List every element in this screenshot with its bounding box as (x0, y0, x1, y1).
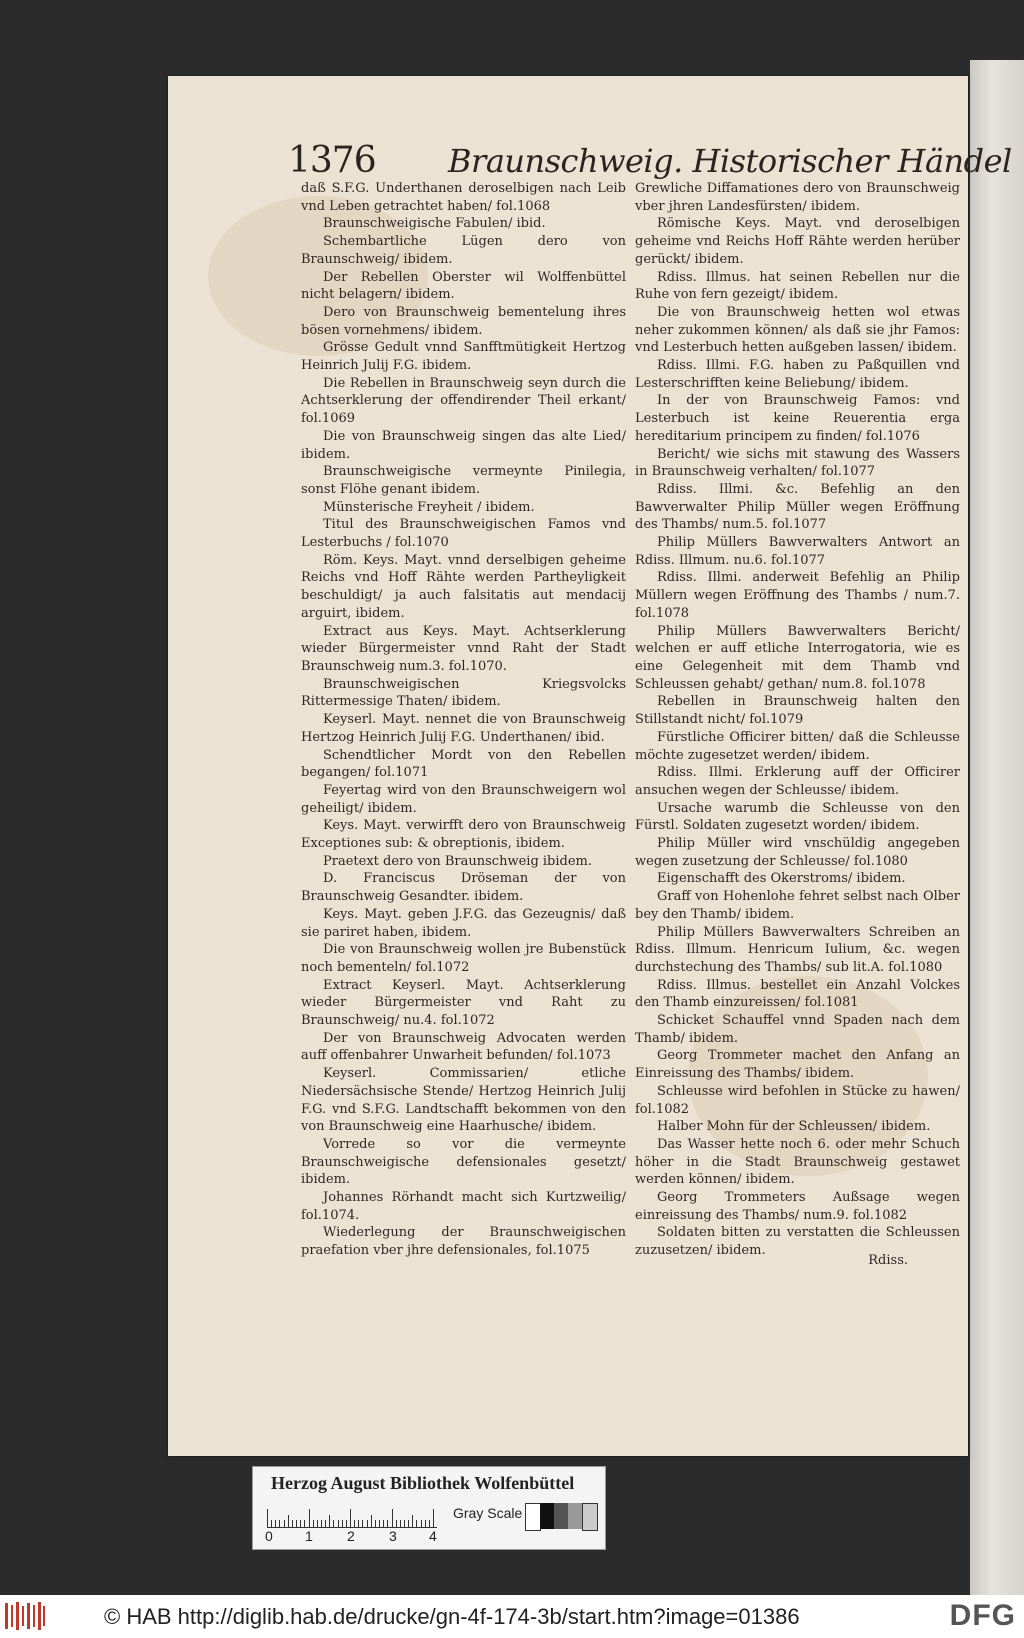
ruler-tick (421, 1520, 422, 1527)
index-entry: Extract Keyserl. Mayt. Achtserklerung wieder Bürgermeister vnd Raht zu Braunschweig/ nu.4. fol.1072 (301, 977, 626, 1029)
index-entry: Die von Braunschweig singen das alte Lied/ ibidem. (301, 428, 626, 462)
gray-swatch-mid (568, 1503, 582, 1529)
ruler-scale (267, 1507, 437, 1528)
ruler-tick (292, 1520, 293, 1527)
index-entry: Rdiss. Illmi. F.G. haben zu Paßquillen vnd Lesterschrifften keine Beliebung/ ibidem. (635, 358, 960, 391)
index-entry: Titul des Braunschweigischen Famos vnd Lesterbuchs / fol.1070 (301, 517, 626, 551)
index-entry: Johannes Rörhandt macht sich Kurtzweilig/ fol.1074. (301, 1190, 626, 1223)
ruler-tick (408, 1520, 409, 1527)
dfg-logo: DFG (949, 1599, 1016, 1632)
ruler-tick (325, 1520, 326, 1527)
ruler-tick (433, 1509, 434, 1527)
ruler-tick (425, 1520, 426, 1527)
index-entry: Georg Trommeter machet den Anfang an Einreissung des Thambs/ ibidem. (635, 1048, 960, 1082)
ruler-tick (296, 1520, 297, 1527)
ruler-tick (358, 1520, 359, 1527)
ruler-tick (416, 1520, 417, 1527)
ruler-number: 1 (305, 1528, 313, 1544)
viewer-footer (0, 1595, 1024, 1638)
index-entry: Halber Mohn für der Schleussen/ ibidem. (657, 1119, 931, 1135)
gray-swatch-black (540, 1503, 554, 1529)
catchword: Rdiss. (868, 1253, 908, 1268)
index-entry: Dero von Braunschweig bementelung ihres bösen vornehmens/ ibidem. (301, 304, 626, 338)
index-entry: Wiederlegung der Braunschweigischen praefation vber jhre defensionales, fol.1075 (301, 1225, 626, 1259)
ruler-number: 3 (389, 1528, 397, 1544)
index-entry: Eigenschafft des Okerstroms/ ibidem. (657, 871, 906, 887)
index-entry: Braunschweigische vermeynte Pinilegia, sonst Flöhe genant ibidem. (301, 464, 626, 497)
ruler-tick (379, 1520, 380, 1527)
index-entry: Münsterische Freyheit / ibidem. (323, 499, 535, 515)
index-entry: Grösse Gedult vnnd Sanfftmütigkeit Hertzog Heinrich Julij F.G. ibidem. (301, 340, 626, 374)
index-entry: Die von Braunschweig wollen jre Bubenstück noch bementeln/ fol.1072 (301, 942, 626, 975)
ruler-tick (304, 1520, 305, 1527)
index-entry: Fürstliche Officirer bitten/ daß die Schleusse möchte zugesetzet werden/ ibidem. (635, 729, 960, 763)
index-entry: Der Rebellen Oberster wil Wolffenbüttel nicht belagern/ ibidem. (301, 269, 626, 303)
gray-scale-label: Gray Scale (453, 1505, 523, 1521)
ruler-tick (338, 1520, 339, 1527)
index-entry: Bericht/ wie sichs mit stawung des Wassers in Braunschweig verhalten/ fol.1077 (635, 446, 960, 480)
index-column-left (301, 180, 626, 1260)
ruler-tick (375, 1520, 376, 1527)
index-entry: Braunschweigische Fabulen/ ibid. (323, 216, 546, 232)
index-entry: Rdiss. Illmi. Erklerung auff der Officirer ansuchen wegen der Schleusse/ ibidem. (635, 765, 960, 798)
library-name: Herzog August Bibliothek Wolfenbüttel (271, 1473, 575, 1493)
index-entry: Ursache warumb die Schleusse von den Fürstl. Soldaten zugesetzt worden/ ibidem. (635, 800, 960, 834)
ruler-tick (362, 1520, 363, 1527)
index-entry: Grewliche Diffamationes dero von Braunschweig vber jhren Landesfürsten/ ibidem. (635, 181, 960, 214)
ruler-tick (342, 1520, 343, 1527)
gray-swatch-dark (554, 1503, 568, 1529)
index-entry: Georg Trommeters Außsage wegen einreissung des Thambs/ num.9. fol.1082 (635, 1190, 960, 1223)
index-entry: Philip Müllers Bawverwalters Antwort an Rdiss. Illmum. nu.6. fol.1077 (635, 535, 960, 568)
index-entry: Die von Braunschweig hetten wol etwas neher zukommen können/ als daß sie jhr Famos: vnd Lesterbuch hetten außgeben lassen/ ibidem. (635, 304, 960, 356)
ruler-tick (313, 1520, 314, 1527)
index-entry: Das Wasser hette noch 6. oder mehr Schuch höher in die Stadt Braunschweig gestawet werden können/ ibidem. (635, 1136, 960, 1188)
index-entry: Keyserl. Commissarien/ etliche Niedersächsische Stende/ Hertzog Heinrich Julij F.G. vnd S.F.G. Landtschafft bekommen von den von Braunschweig eine Haarhusche/ ibidem. (301, 1066, 626, 1135)
index-entry: Philip Müllers Bawverwalters Schreiben an Rdiss. Illmum. Henricum Iulium, &c. wegen durchstechung des Thambs/ sub lit.A. fol.1080 (635, 924, 960, 975)
hab-logo-icon (4, 1601, 46, 1631)
ruler-tick (275, 1520, 276, 1527)
index-entry: Schleusse wird befohlen in Stücke zu hawen/ fol.1082 (635, 1083, 960, 1117)
index-entry: Vorrede so vor die vermeynte Braunschweigische defensionales gesetzt/ ibidem. (301, 1136, 626, 1188)
index-entry: Rdiss. Illmi. &c. Befehlig an den Bawverwalter Philip Müller wegen Eröffnung des Thambs/ num.5. fol.1077 (635, 481, 960, 533)
index-entry: Keys. Mayt. verwirfft dero von Braunschweig Exceptiones sub: & obreptionis, ibidem. (301, 818, 626, 852)
index-entry: Philip Müller wird vnschüldig angegeben wegen zusetzung der Schleusse/ fol.1080 (635, 836, 960, 869)
index-entry: Philip Müllers Bawverwalters Bericht/ welchen er auff etliche Interrogatoria, wie es eine Gelegenheit mit dem Thamb vnd Schleussen gehabt/ gethan/ num.8. fol.1078 (635, 623, 960, 692)
ruler-tick (317, 1520, 318, 1527)
index-entry: Rebellen in Braunschweig halten den Stillstandt nicht/ fol.1079 (635, 694, 960, 728)
index-entry: daß S.F.G. Underthanen deroselbigen nach Leib vnd Leben getrachtet haben/ fol.1068 (301, 181, 626, 214)
gray-swatch-light (582, 1503, 598, 1531)
index-entry: Schendtlicher Mordt von den Rebellen begangen/ fol.1071 (301, 747, 626, 781)
index-entry: Die Rebellen in Braunschweig seyn durch die Achtserklerung der offendirender Theil erkant/ fol.1069 (301, 375, 626, 427)
index-entry: Rdiss. Illmi. anderweit Befehlig an Philip Müllern wegen Eröffnung des Thambs / num.7. fol.1078 (635, 570, 960, 621)
ruler-tick (400, 1520, 401, 1527)
ruler-tick (279, 1520, 280, 1527)
index-entry: Feyertag wird von den Braunschweigern wol geheiligt/ ibidem. (301, 782, 626, 816)
index-entry: Braunschweigischen Kriegsvolcks Rittermessige Thaten/ ibidem. (301, 676, 626, 710)
ruler-tick (300, 1520, 301, 1527)
ruler-tick (354, 1520, 355, 1527)
ruler-tick (288, 1515, 289, 1527)
index-entry: Keyserl. Mayt. nennet die von Braunschweig Hertzog Heinrich Julij F.G. Underthanen/ ibid. (301, 712, 626, 745)
ruler-tick (333, 1520, 334, 1527)
ruler-tick (367, 1520, 368, 1527)
ruler-tick (321, 1520, 322, 1527)
ruler-number: 0 (265, 1528, 273, 1544)
index-entry: Schicket Schauffel vnnd Spaden nach dem Thamb/ ibidem. (635, 1013, 960, 1046)
index-entry: Der von Braunschweig Advocaten werden auff offenbahrer Unwarheit befunden/ fol.1073 (301, 1030, 626, 1064)
ruler-tick (271, 1520, 272, 1527)
ruler-tick (404, 1520, 405, 1527)
ruler-tick (346, 1520, 347, 1527)
gray-swatch-white (525, 1503, 541, 1531)
ruler-tick (396, 1520, 397, 1527)
index-entry: D. Franciscus Dröseman der von Braunschweig Gesandter. ibidem. (301, 871, 626, 905)
index-entry: Keys. Mayt. geben J.F.G. das Gezeugnis/ daß sie pariret haben, ibidem. (301, 906, 626, 940)
ruler-tick (392, 1509, 393, 1527)
index-entry: Graff von Hohenlohe fehret selbst nach Olber bey den Thamb/ ibidem. (635, 889, 960, 922)
ruler-tick (267, 1509, 268, 1527)
ruler-tick (412, 1515, 413, 1527)
ruler-tick (329, 1515, 330, 1527)
page-number: 1376 (288, 140, 376, 181)
index-entry: Rdiss. Illmus. bestellet ein Anzahl Volckes den Thamb einzureissen/ fol.1081 (635, 977, 960, 1011)
ruler-tick (383, 1520, 384, 1527)
index-entry: Rdiss. Illmus. hat seinen Rebellen nur die Ruhe von fern gezeigt/ ibidem. (635, 269, 960, 303)
running-title: Braunschweig. Historischer Händel (448, 142, 1012, 180)
adjacent-page-edge (970, 60, 1024, 1595)
index-entry: Röm. Keys. Mayt. vnnd derselbigen geheime Reichs vnd Hoff Rähte werden Partheyligkeit beschuldigt/ ja auch falsitatis aut mendacij arguirt, ibidem. (301, 552, 626, 621)
ruler-tick (309, 1509, 310, 1527)
ruler-tick (371, 1515, 372, 1527)
index-entry: Praetext dero von Braunschweig ibidem. (323, 853, 593, 869)
index-entry: Römische Keys. Mayt. vnd deroselbigen geheime vnd Reichs Hoff Rähte werden herüber gerückt/ ibidem. (635, 216, 960, 267)
index-entry: Soldaten bitten zu verstatten die Schleussen zuzusetzen/ ibidem. (635, 1225, 960, 1259)
index-entry: Schembartliche Lügen dero von Braunschweig/ ibidem. (301, 234, 626, 267)
index-entry: Extract aus Keys. Mayt. Achtserklerung wieder Bürgermeister vnnd Raht der Stadt Braunschweig num.3. fol.1070. (301, 623, 626, 674)
index-entry: In der von Braunschweig Famos: vnd Lesterbuch ist keine Reuerentia erga hereditarium principem zu finden/ fol.1076 (635, 393, 960, 444)
ruler-number: 4 (429, 1528, 437, 1544)
index-column-right (635, 180, 960, 1260)
ruler-number: 2 (347, 1528, 355, 1544)
ruler-tick (284, 1520, 285, 1527)
ruler-tick (387, 1520, 388, 1527)
calibration-card (252, 1466, 606, 1550)
ruler-tick (429, 1520, 430, 1527)
source-url[interactable]: © HAB http://diglib.hab.de/drucke/gn-4f-174-3b/start.htm?image=01386 (104, 1604, 800, 1629)
document-page (168, 76, 1012, 1456)
ruler-tick (350, 1509, 351, 1527)
